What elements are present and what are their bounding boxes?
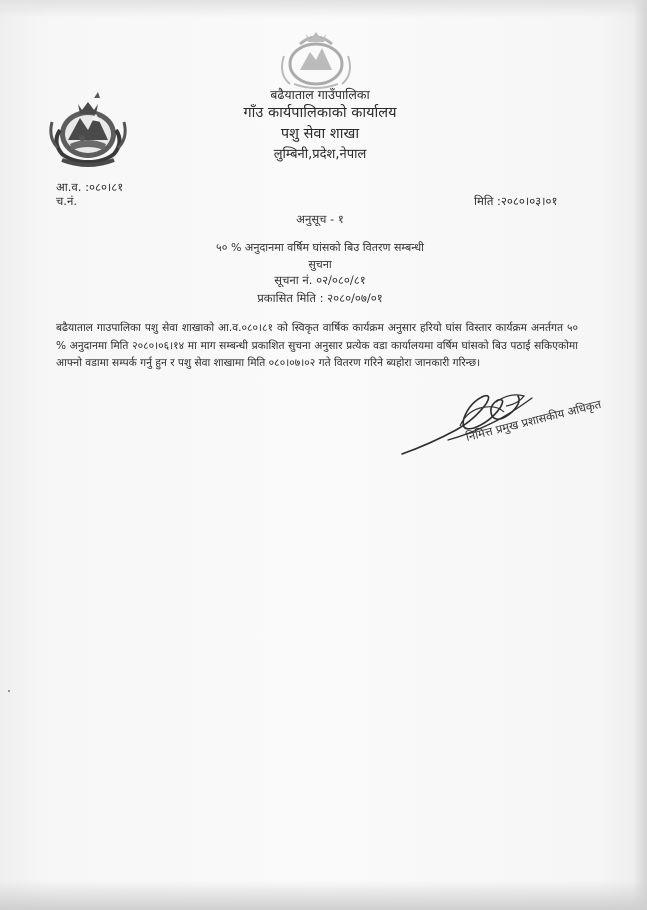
scan-speck: [8, 690, 10, 692]
header-office: गाँउ कार्यपालिकाको कार्यालय: [243, 105, 397, 121]
fiscal-year-ref: आ.व. :०८०।८१: [56, 180, 124, 194]
published-date: प्रकासित मिति : २०८०/०७/०१: [257, 291, 383, 305]
notice-number: सूचना नं. ०२/०८०/८१: [274, 273, 366, 287]
scan-shadow-right: [633, 0, 647, 910]
signatory-title: निमित्त प्रमुख प्रशासकीय अधिकृत: [464, 396, 603, 445]
notice-body: बढैयाताल गाउपालिका पशु सेवा शाखाको आ.व.०८०।८१ को स्विकृत वार्षिक कार्यक्रम अनुसार हरियो घांस विस्तार कार्यक्रम अनर्तगत ५० % अनुदानमा मिति २०८०।०६।१४ मा माग सम्बन्धी प्रकाशित सुचना अनुसार प्रत्येक वडा कार्यालयमा वर्षिम घांसको बिउ पठाई सकिएकोमा आफ्नो वडामा सम्पर्क गर्नु हुन र पशु सेवा शाखामा मिति ०८०।०७।०२ गते वितरण गरिने ब्यहोरा जानकारी गरिन्छ।: [56, 322, 578, 370]
letter-date: मिति :२०८०।०३।०१: [474, 194, 558, 208]
notice-heading: सुचना: [308, 258, 332, 271]
header-municipality: बढैयाताल गाउँपालिका: [270, 87, 370, 102]
letterhead-emblem-icon: [270, 26, 362, 92]
scan-shadow-bottom: [0, 880, 647, 910]
nepal-emblem-icon: [38, 90, 138, 170]
dispatch-number: च.नं.: [56, 194, 77, 208]
scan-shadow-top: [0, 0, 647, 18]
notice-subject: ५० % अनुदानमा वर्षिम घांसको बिउ वितरण सम्बन्धी: [216, 241, 424, 254]
header-section: पशु सेवा शाखा: [280, 126, 360, 142]
annex-label: अनुसूच - १: [296, 212, 344, 226]
header-address: लुम्बिनी,प्रदेश,नेपाल: [273, 147, 367, 162]
